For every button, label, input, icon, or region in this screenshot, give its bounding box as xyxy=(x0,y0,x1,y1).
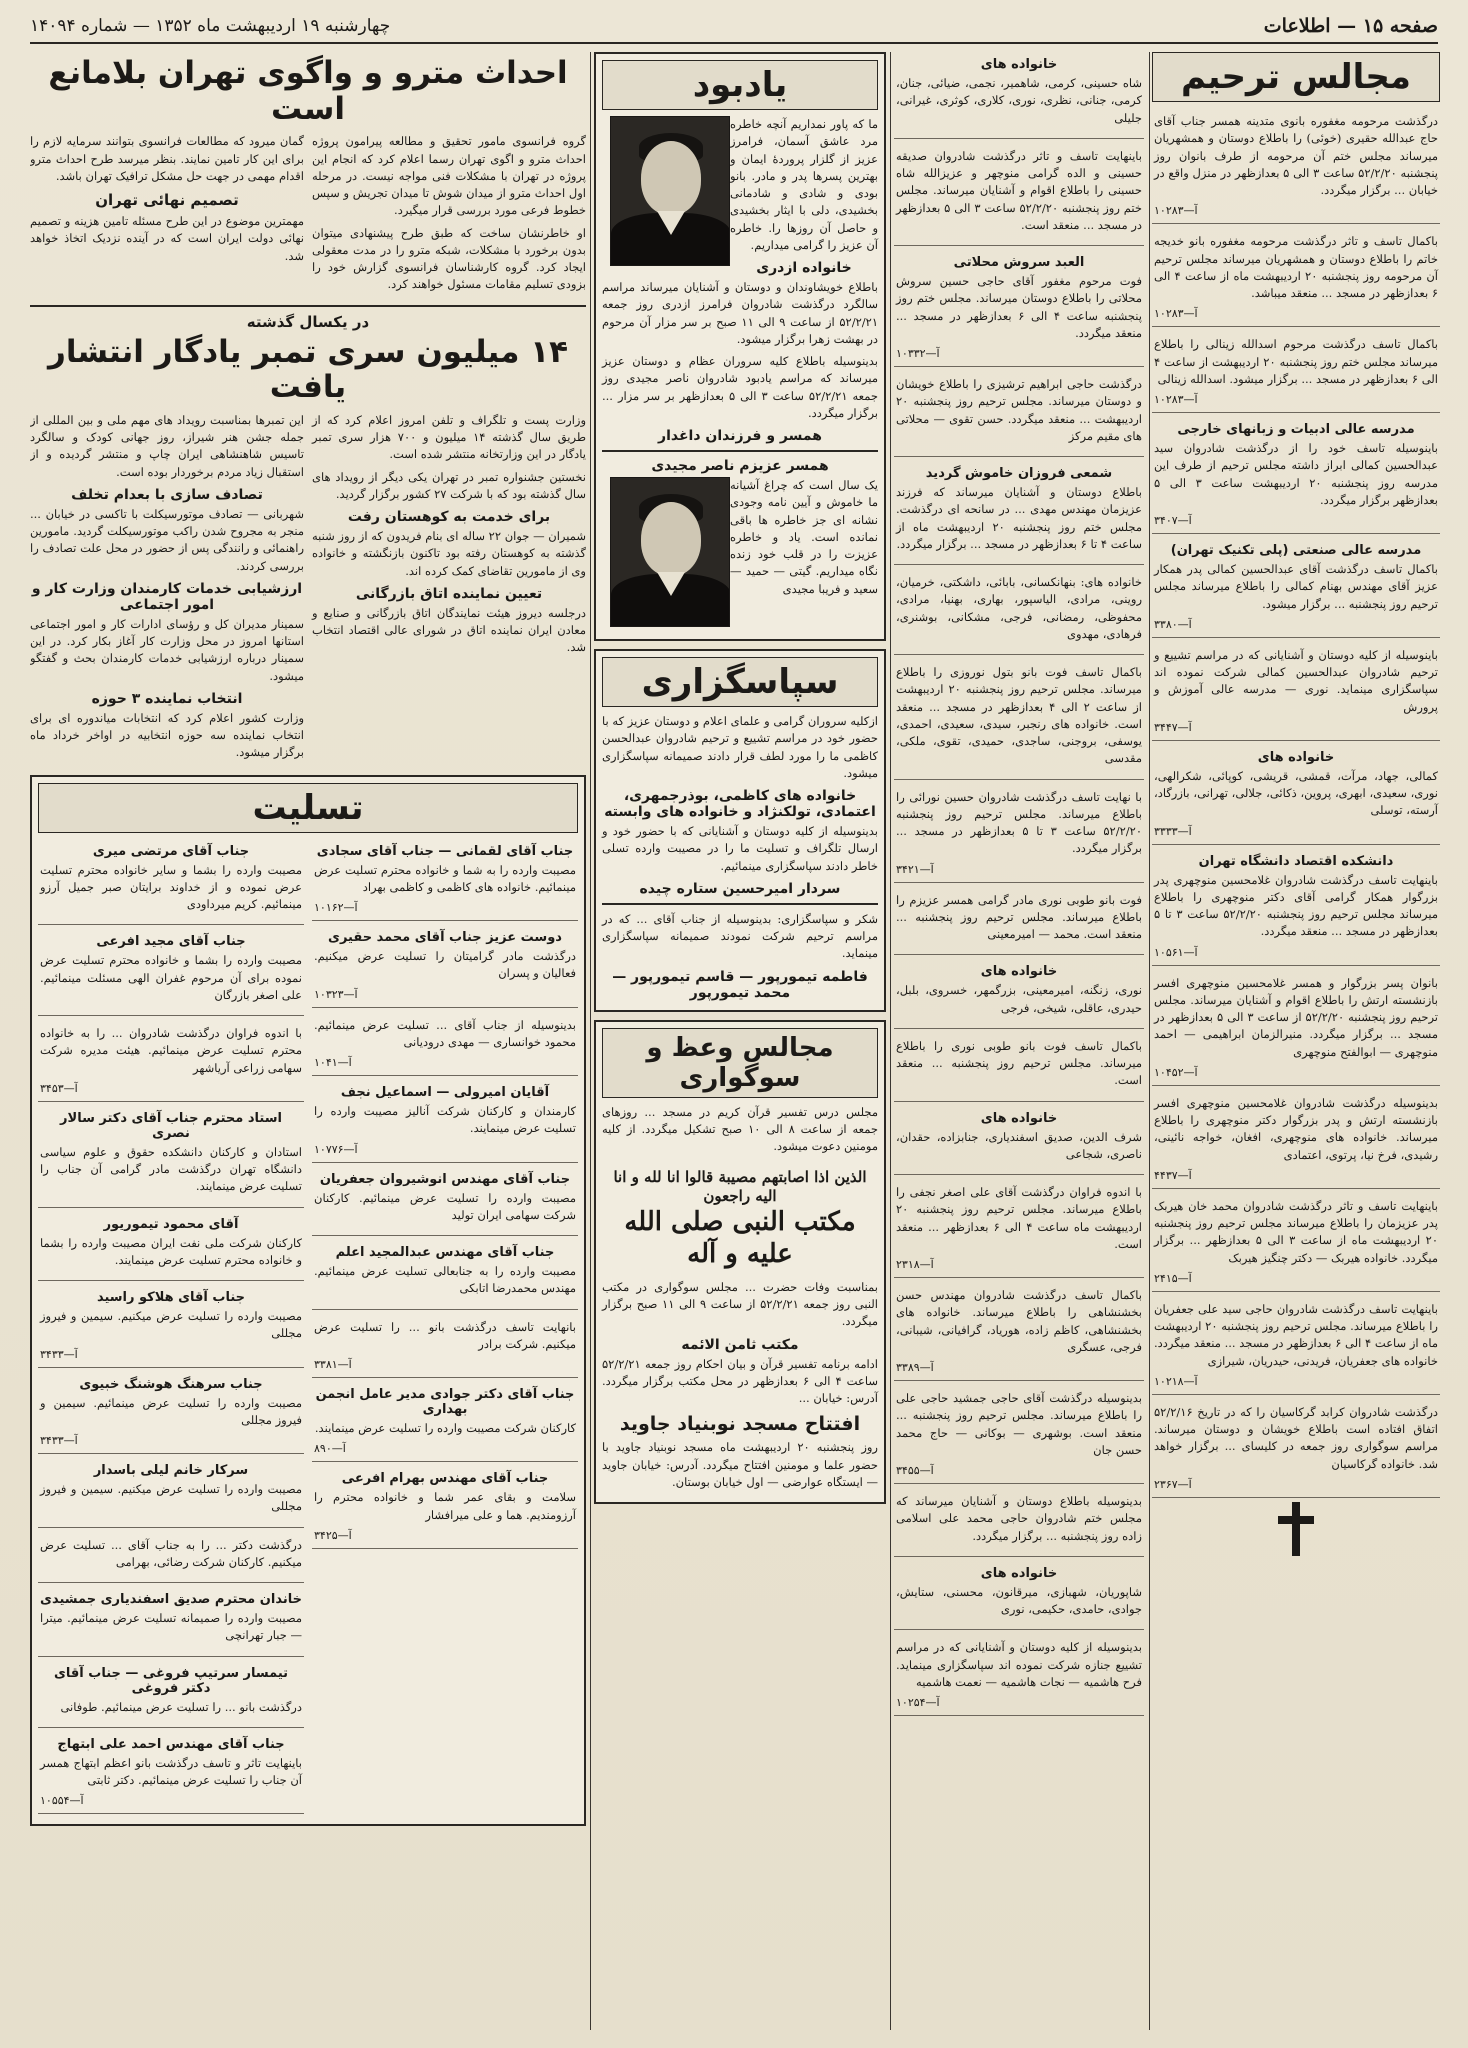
tasliyat-box xyxy=(30,775,586,1827)
notice-item xyxy=(38,1458,304,1528)
notice-item xyxy=(312,1466,578,1549)
notice-heading: جناب آقای مهندس عبدالمجید اعلم xyxy=(335,1245,555,1261)
notice-text: باینهایت تاثر و تاسف درگذشت بانو اعظم ابتهاج همسر آن جناب را تسلیت عرض مینمائیم. دکتر ثابتی xyxy=(40,1755,302,1788)
maktab-text: ادامه برنامه تفسیر قرآن و بیان احکام روز جمعه ۵۲/۲/۲۱ ساعت ۴ الی ۶ بعدازظهر در محل مکتب برگزار میگردد. آدرس: خیابان ... xyxy=(602,1356,878,1405)
column-rule xyxy=(1149,52,1150,2030)
notice-text: مصیبت وارده را بشما و سایر خانواده محترم تسلیت عرض نموده و از خداوند برایتان صبر جمیل آرزو مینمائیم. کریم میرداودی xyxy=(40,862,302,912)
notice-item xyxy=(1152,745,1440,845)
notice-heading: جناب آقای مرتضی میری xyxy=(92,843,250,859)
shekr-signature: فاطمه تیمورپور — قاسم تیمورپور — محمد تیمورپور xyxy=(612,968,868,1001)
notice-item xyxy=(894,461,1144,565)
article-paragraph: او خاطرنشان ساخت که طبق طرح پیشنهادی میتوان بدون برخورد با مشکلات، شبکه مترو را در مدت معقولی ایجاد کرد. گروه کارشناسان فرانسوی گزارش خود را بزودی تسلیم مقامات مسئول خواهند کرد. xyxy=(312,225,586,292)
notice-item xyxy=(312,1240,578,1310)
notice-text: باینوسیله از کلیه دوستان و آشنایانی که در مراسم تشییع و ترحیم شادروان عبدالحسین کمالی شرکت نموده اند سپاسگزاری مینماید. نوری — مدرسه عالی آموزش و پرورش xyxy=(1154,647,1438,714)
article-paragraph: گمان میرود که مطالعات فرانسوی بتوانند سرمایه لازم را برای این کار تامین نمایند. بنظر میرسد طرح احداث مترو اقدام مهمی در جهت حل مشکل ترافیک تهران باشد. xyxy=(30,134,304,183)
notice-text: کارکنان شرکت مصیبت وارده را تسلیت عرض مینمایند. xyxy=(314,1421,576,1436)
tasliyat-list xyxy=(312,839,578,1819)
notice-item xyxy=(894,52,1144,139)
notice-item xyxy=(312,1167,578,1237)
notice-item xyxy=(38,1532,304,1584)
yadbud-signature: خانواده ازدری xyxy=(756,260,852,276)
article-paragraph: درجلسه دیروز هیئت نمایندگان اتاق بازرگانی و صنایع و معادن ایران نماینده اتاق در شورای عالی اقتصاد انتخاب شد. xyxy=(312,605,586,655)
notice-item xyxy=(1152,417,1440,534)
column-tarhim xyxy=(1152,52,1440,2030)
notice-item xyxy=(312,1382,578,1462)
yadbud-text: بدینوسیله باطلاع کلیه سروران عظام و دوستان عزیز میرساند که مراسم یادبود شادروان ناصر مجیدی روز جمعه ۵۲/۲/۲۱ ساعت ۳ الی ۵ بعدازظهر بر سر مزار ... برگزار میگردد. xyxy=(602,354,878,420)
portrait-photo xyxy=(610,116,730,266)
notice-item xyxy=(894,1282,1144,1381)
notice-heading: دانشکده اقتصاد دانشگاه تهران xyxy=(1198,853,1394,869)
notice-text: درگذشت مادر گرامیتان را تسلیت عرض میکنیم. فعالیان و پسران xyxy=(314,949,576,981)
notice-text: درگذشت بانو ... را تسلیت عرض مینمائیم. طوفانی xyxy=(60,1699,302,1714)
notice-heading: جناب آقای هلاکو راسید xyxy=(96,1290,246,1306)
notice-code: آ—۳۴۲۵ xyxy=(314,1528,352,1542)
notice-code: آ—۱۰۴۱ xyxy=(314,1056,352,1070)
notice-text: بانهایت تاسف درگذشت بانو ... را تسلیت عرض میکنیم. شرکت برادر xyxy=(314,1319,576,1351)
notice-item xyxy=(1152,538,1440,638)
notice-text: بدینوسیله از جناب آقای ... تسلیت عرض مینمائیم. محمود خوانساری — مهدی درودیانی xyxy=(314,1017,576,1049)
section-title-yadbud: یادبود xyxy=(602,60,878,110)
notice-heading: آقای محمود تیموریور xyxy=(103,1216,239,1232)
notice-heading: جناب آقای دکتر جوادی مدیر عامل انجمن بهداری xyxy=(315,1387,575,1418)
notice-heading: تیمسار سرتیپ فروغی — جناب آقای دکتر فروغی xyxy=(53,1665,289,1696)
notice-text: بدینوسیله درگذشت آقای حاجی جمشید حاجی علی را باطلاع میرساند. مجلس ترحیم روز پنجشنبه ... منعقد است. بوشهری — بوکانی — حاج محمد حسن جان xyxy=(896,1391,1142,1457)
cross-icon xyxy=(1276,1502,1316,1556)
column-rule xyxy=(890,52,891,2030)
notice-text: مصیبت وارده را تسلیت عرض میکنیم. سیمین و فیروز مجللی xyxy=(40,1309,302,1341)
notice-item xyxy=(38,1020,304,1102)
notice-text: باینهایت تاسف و تاثر درگذشت شادروان محمد خان هیربک پدر عزیزمان را باطلاع میرساند مجلس ترحیم روز پنجشنبه ۲۰ اردیبهشت ماه از ساعت ۳ الی ۵ بعدازظهر ... برگزار میگردد. خانواده هیربک — دکتر چنگیز هیربک xyxy=(1154,1198,1438,1265)
notice-text: درگذشت شادروان کرابد گرکاسیان را که در تاریخ ۵۲/۲/۱۶ اتفاق افتاده است باطلاع خویشان و دوستان میرساند. مراسم سوگواری روز جمعه در کلیسای ... برگزار خواهد شد. خانواده گرکاسیان xyxy=(1154,1404,1438,1471)
notice-code: آ—۴۴۳۷ xyxy=(1154,1168,1192,1182)
notice-item xyxy=(894,1488,1144,1557)
notice-heading: آقایان امیرولی — اسماعیل نجف xyxy=(340,1085,550,1101)
notice-text: شاه حسینی، کرمی، شاهمیر، نجمی، ضیائی، جنان، کرمی، جنانی، نظری، نوری، کلاری، کوثری، غیرانی، جلیلی xyxy=(896,76,1142,125)
notice-text: مصیبت وارده را تسلیت عرض مینمائیم. کارکنان شرکت سهامی ایران تولید xyxy=(314,1190,576,1222)
notice-item xyxy=(894,1634,1144,1716)
article-head: برای خدمت به کوهستان رفت xyxy=(347,509,551,526)
headline-kicker: در یکسال گذشته xyxy=(246,312,370,331)
notice-text: فوت بانو طوبی نوری مادر گرامی همسر عزیزم را باطلاع میرساند. مجلس ترحیم روز پنجشنبه ... منعقد است. محمد — امیرمعینی xyxy=(896,892,1142,941)
notice-heading: خانواده های xyxy=(980,57,1058,72)
article-paragraph: این تمبرها بمناسبت رویداد های مهم ملی و بین المللی از جمله جشن هنر شیراز، روز جهانی کودک و سالگرد تاسیس شاهنشاهی ایران چاپ و منتشر گردیده و از استقبال زیاد مردم برخوردار بوده است. xyxy=(30,412,304,479)
notice-text: باینهایت تاسف و تاثر درگذشت شادروان صدیقه حسینی و الده گرامی منوچهر و عزیزالله شاه حسینی را باطلاع اقوام و آشنایان میرساند. مجلس ختم روز پنجشنبه ۵۲/۲/۲۰ ساعت ۳ الی ۵ بعدازظهر در مسجد ... منعقد است. xyxy=(896,148,1142,232)
date-issue-line: چهارشنبه ۱۹ اردیبهشت ماه ۱۳۵۲ — شماره ۱۴۰۹۴ xyxy=(30,16,391,36)
maktab-heading: مکتب ثامن الائمه xyxy=(681,1336,799,1353)
notice-heading: مدرسه عالی صنعتی (پلی تکنیک تهران) xyxy=(1170,543,1422,558)
article-paragraph: نخستین جشنواره تمبر در تهران یکی دیگر از رویداد های سال گذشته بود که با شرکت ۲۷ کشور برگزار گردید. xyxy=(312,469,586,501)
notice-item xyxy=(312,1012,578,1077)
notice-heading: شمعی فروزان خاموش گردید xyxy=(925,466,1113,481)
article-paragraph: شهربانی — تصادف موتورسیکلت با تاکسی در خیابان ... منجر به مجروح شدن راکب موتورسیکلت گردید. مامورین راهنمائی و رانندگی پس از حضور در محل علت تصادف را بررسی کردند. xyxy=(30,506,304,573)
shekr-text: شکر و سپاسگزاری: بدینوسیله از جناب آقای ... که در مراسم ترحیم شرکت نمودند صمیمانه سپاسگزاری مینماید. xyxy=(602,911,878,961)
notice-text: مصیبت وارده را تسلیت عرض مینمائیم. سیمین و فیروز مجللی xyxy=(40,1395,302,1427)
article-head: تعیین نماینده اتاق بازرگانی xyxy=(355,585,543,602)
article-head: انتخاب نماینده ۳ حوزه xyxy=(91,690,243,707)
notice-item xyxy=(894,143,1144,246)
sepas-box xyxy=(594,649,886,1012)
notice-item xyxy=(38,1587,304,1657)
notice-heading: استاد محترم جناب آقای دکتر سالار نصری xyxy=(60,1110,282,1141)
notice-item xyxy=(1152,1090,1440,1189)
notice-text: درگذشت مرحومه مغفوره بانوی متدینه همسر جناب آقای حاج عبدالله حقیری (خوئی) را باطلاع دوستان و همشهریان میرساند مجلس ختم آن مرحومه از طرف بانوان روز پنجشنبه ۵۲/۲/۲۰ ساعت ۳ الی ۵ بعدازظهر در منزل واقع در خیابان ... برگزار میگردد. xyxy=(1154,114,1438,197)
notice-item xyxy=(312,839,578,922)
notice-text: کارمندان و کارکنان شرکت آنالیز مصیبت وارده را تسلیت عرض مینمایند. xyxy=(314,1104,576,1136)
notice-heading: جناب سرهنگ هوشنگ خبیوی xyxy=(79,1376,263,1392)
article-paragraph: وزارت پست و تلگراف و تلفن امروز اعلام کرد که از طریق سال گذشته ۱۴ میلیون و ۷۰۰ هزار سری تمبر یادگار در این وزارتخانه منتشر شده است. xyxy=(312,412,586,462)
notice-code: آ—۳۴۵۳ xyxy=(40,1081,78,1095)
notice-item xyxy=(894,1561,1144,1631)
notice-code: آ—۳۳۸۹ xyxy=(896,1361,934,1374)
notice-code: آ—۱۰۵۶۱ xyxy=(1154,945,1198,959)
notice-text: باینوسیله تاسف خود را از درگذشت شادروان سید عبدالحسین کمالی ابراز داشته مجلس ترحیم از طرف این مدرسه روز پنجشنبه ۲۰ اردیبهشت ساعت ۳ الی ۵ بعدازظهر برگزار میگردد. xyxy=(1154,441,1438,507)
notice-item xyxy=(312,1314,578,1379)
notice-code: آ—۱۰۲۵۴ xyxy=(896,1696,940,1709)
calligraphy-title: مکتب النبی صلی الله علیه و آله xyxy=(624,1206,856,1270)
yadbud-text: باطلاع خویشاوندان و دوستان و آشنایان میرساند مراسم سالگرد درگذشت شادروان فرامرز ازدری روز جمعه ۵۲/۲/۲۱ از ساعت ۹ الی ۱۱ صبح بر سر مزار آن مرحوم در بهشت زهرا برگزار میشود. xyxy=(602,280,878,346)
section-title-vaz: مجالس وعظ و سوگواری xyxy=(602,1028,878,1098)
notice-heading: خاندان محترم صدیق اسفندیاری جمشیدی xyxy=(40,1592,302,1608)
notice-item xyxy=(894,659,1144,780)
notice-text: درگذشت دکتر ... را به جناب آقای ... تسلیت عرض میکنیم. کارکنان شرکت رضائی، بهرامی xyxy=(40,1537,302,1569)
notice-code: آ—۳۳۸۱ xyxy=(314,1358,352,1372)
notice-item xyxy=(1152,331,1440,413)
sepas-text: ازکلیه سروران گرامی و علمای اعلام و دوستان عزیز که با حضور خود در مراسم تشییع و ترحیم شادروان عبدالحسن کاظمی ما را مورد لطف قرار دادند صمیمانه سپاسگزاری میشود. xyxy=(602,714,878,780)
notice-text: بدینوسیله درگذشت شادروان غلامحسین منوچهری افسر بازنشسته ارتش و پدر بزرگوار دکتر منوچهری را باطلاع میرساند. خانواده های منوچهری، افغان، خواجه نائینی، رشیدی، فرخ نیا، پرتوی، اعتمادی xyxy=(1154,1095,1438,1162)
notice-item xyxy=(38,1106,304,1208)
notice-item xyxy=(894,1106,1144,1176)
notice-text: خانواده های: بنهانکسانی، بابائی، داشکتی، خرمیان، روینی، مرادی، الیاسپور، بهاری، بهنیا، مرادی، محفوظی، رمضانی، فرجی، مشکانی، بوشنری، فرهادی، مهدوی xyxy=(896,575,1142,641)
notice-item xyxy=(1152,1399,1440,1498)
notice-item xyxy=(894,887,1144,956)
running-head xyxy=(30,14,1438,44)
notice-code: آ—۳۴۰۷ xyxy=(1154,514,1192,527)
notice-item xyxy=(38,1212,304,1282)
notice-code: آ—۱۰۷۷۶ xyxy=(314,1142,358,1156)
notice-heading: جناب آقای لقمانی — جناب آقای سجادی xyxy=(316,843,574,859)
notice-item xyxy=(312,1080,578,1163)
notice-code: آ—۸۹۰ xyxy=(314,1442,346,1456)
notice-heading: خانواده های xyxy=(1257,749,1335,765)
notice-item xyxy=(894,1179,1144,1278)
notice-item xyxy=(894,569,1144,655)
notice-item xyxy=(1152,1193,1440,1292)
notice-text: مصیبت وارده را بشما و خانواده محترم تسلیت عرض نموده برای آن مرحوم غفران الهی مسئلت مینمائیم. علی اصغر بازرگان xyxy=(40,953,302,1002)
notice-code: آ—۳۳۸۰ xyxy=(1154,617,1192,631)
yadbud-text: یک سال است که چراغ آشیانه ما خاموش و آیین نامه وجودی نشانه ای جز خاطره ها باقی نمانده است. یاد و خاطره عزیزت را در قلب خود زنده نگاه میداریم. گیتی — حمید — سعید و فریبا مجیدی xyxy=(730,478,878,596)
notice-item xyxy=(1152,849,1440,966)
notice-text: بدینوسیله باطلاع دوستان و آشنایان میرساند که مجلس ختم شادروان حاجی محمد علی اسلامی زاده روز پنجشنبه ... برگزار میگردد. xyxy=(896,1494,1142,1543)
notice-text: درگذشت حاجی ابراهیم ترشیزی را باطلاع خویشان و دوستان میرساند. مجلس ترحیم روز پنجشنبه ۲۰ اردیبهشت ... منعقد میگردد. حسن تقوی — محلاتی های مقیم مرکز xyxy=(896,377,1142,443)
vaz-text: مجلس درس تفسیر قرآن کریم در مسجد ... روزهای جمعه از ساعت ۸ الی ۱۰ صبح تشکیل میگردد. از کلیه مومنین دعوت میشود. xyxy=(602,1104,878,1153)
notice-heading: جناب آقای مهندس انوشیروان جعفریان xyxy=(319,1171,571,1187)
calligraphy-header xyxy=(602,1160,878,1279)
tarhim-notices xyxy=(1152,108,1440,1498)
notice-code: آ—۱۰۲۸۳ xyxy=(1154,204,1198,218)
notice-code: آ—۱۰۴۵۲ xyxy=(1154,1065,1198,1079)
notice-text: مصیبت وارده را به شما و خانواده محترم تسلیت عرض مینمائیم. خانواده های کاظمی و کاظمی بهراد xyxy=(314,862,576,894)
notice-text: باکمال تاسف درگذشت آقای عبدالحسین کمالی پدر همکار عزیز آقای مهندس بهنام کمالی را باطلاع میرساند مجلس ترحیم روز پنجشنبه ... برگزار میشود. xyxy=(1154,562,1438,611)
page-label: صفحه ۱۵ — اطلاعات xyxy=(1263,15,1438,37)
notice-heading: جناب آقای مهندس احمد علی ابتهاج xyxy=(57,1736,285,1752)
notice-code: آ—۲۴۱۵ xyxy=(1154,1271,1192,1285)
notice-code: آ—۱۰۱۶۲ xyxy=(314,901,358,915)
article-head: تصادف سازی با بعدام تخلف xyxy=(71,486,263,503)
notice-text: باکمال تاسف فوت بانو بتول نوروزی را باطلاع میرساند. مجلس ترحیم روز پنجشنبه ۲۰ اردیبهشت از ساعت ۲ الی ۴ بعدازظهر در مسجد ... منعقد است. خانواده های رنجبر، سیدی، سعیدی، احمدی، یوسفی، بروجنی، ساجدی، حمیدی، تقوی، ملکی، مقدسی xyxy=(896,665,1142,766)
notice-text: بانوان پسر بزرگوار و همسر غلامحسین منوچهری افسر بازنشسته ارتش را باطلاع اقوام و آشنایان میرساند. مجلس ترحیم روز پنجشنبه ۵۲/۲/۲۰ از ساعت ۳ الی ۵ بعدازظهر در مسجد ... برگزار میگردد. منیرالزمان ابراهیمی — احمد منوچهری — ابوالفتح منوچهری xyxy=(1154,975,1438,1059)
notice-text: نوری، زنگنه، امیرمعینی، بزرگمهر، خسروی، بلبل، حیدری، عاقلی، شیخی، فرجی xyxy=(896,983,1142,1015)
masjed-text: روز پنجشنبه ۲۰ اردیبهشت ماه مسجد نوبنیاد جاوید با حضور علما و مومنین افتتاح میگردد. آدرس: خیابان جاوید — ایستگاه عوارضی — اول خیابان بوستان. xyxy=(602,1440,878,1489)
notice-heading: مدرسه عالی ادبیات و زبانهای خارجی xyxy=(1177,422,1415,437)
article-paragraph: گروه فرانسوی مامور تحقیق و مطالعه پیرامون پروژه احداث مترو و اگوی تهران رسما اعلام کرد که انجام این پروژه در تهران با مشکلات فنی مواجه نیست. در مرحله اول احداث مترو از میدان شوش تا میدان تجریش و سپس خطوط فرعی مورد بررسی قرار میگیرد. xyxy=(312,134,586,218)
notice-text: کمالی، جهاد، مرآت، قمشی، قریشی، کوپائی، شکرالهی، نوری، سعیدی، ابهری، پروین، ذکائی، جلالی، تهرانی، بازرگاد، آرسته، توسلی xyxy=(1154,768,1438,818)
notice-code: آ—۲۳۱۸ xyxy=(896,1258,934,1271)
notice-text: با اندوه فراوان درگذشت آقای علی اصغر نجفی را باطلاع میرساند. مجلس ترحیم روز پنجشنبه ۲۰ اردیبهشت ماه ساعت ۴ الی ۶ بعدازظهر ... منعقد است. xyxy=(896,1185,1142,1251)
notice-code: آ—۳۳۳۳ xyxy=(1154,824,1192,838)
notice-code: آ—۱۰۲۸۳ xyxy=(1154,307,1198,321)
portrait-photo xyxy=(610,477,730,627)
notices-list xyxy=(894,52,1144,1716)
column-rule xyxy=(590,52,591,2030)
column-notices xyxy=(894,52,1144,2030)
notice-code: آ—۳۴۵۵ xyxy=(896,1464,934,1477)
notice-text: سلامت و بقای عمر شما و خانواده محترم را آرزومندیم. هما و علی میرافشار xyxy=(314,1490,576,1522)
notice-code: آ—۳۴۲۱ xyxy=(896,862,934,876)
yadbud-box xyxy=(594,52,886,641)
headline-metro: احداث مترو و واگوی تهران بلامانع است xyxy=(48,55,568,127)
notice-text: استادان و کارکنان دانشکده حقوق و علوم سیاسی دانشگاه تهران درگذشت مادر گرامی آن جناب را تسلیت عرض مینمایند. xyxy=(40,1144,302,1194)
article-metro xyxy=(30,133,586,298)
notice-code: آ—۳۴۳۳ xyxy=(40,1347,78,1361)
notice-code: آ—۱۰۳۲۳ xyxy=(314,987,358,1001)
notice-item xyxy=(38,1732,304,1815)
notice-heading: العبد سروش محلاتی xyxy=(953,255,1085,270)
notice-code: آ—۱۰۲۱۸ xyxy=(1154,1374,1198,1388)
article-paragraph: سمینار مدیران کل و رؤسای ادارات کار و امور اجتماعی استانها امروز در محل وزارت کار آغاز بکار کرد. در این سمینار درباره ارزشیابی خدمات کارمندان بحث و گفتگو میشود. xyxy=(30,616,304,683)
notice-item xyxy=(894,784,1144,883)
notice-text: باکمال تاسف و تاثر درگذشت مرحومه مغفوره بانو خدیجه خاتم را باطلاع دوستان و همشهریان میرساند مجلس ترحیم آن مرحومه روز پنجشنبه ۲۰ اردیبهشت ماه از ساعت ۴ الی ۶ بعدازظهر در مسجد ... منعقد میباشد. xyxy=(1154,234,1438,300)
notice-heading: جناب آقای مجید افرعی xyxy=(96,934,246,950)
photo-caption: همسر عزیزم ناصر مجیدی xyxy=(651,458,829,474)
notice-code: آ—۱۰۳۳۲ xyxy=(896,347,940,360)
notice-item xyxy=(1152,1296,1440,1395)
notice-item xyxy=(894,1033,1144,1102)
notice-code: آ—۱۰۵۵۴ xyxy=(40,1794,84,1808)
notice-item xyxy=(38,839,304,926)
notice-text: باکمال تاسف درگذشت شادروان مهندس حسن بخشنشاهی را باطلاع میرساند. خانواده های بخشنشاهی، کاظم زاده، هوریاد، گرافیانی، شیبانی، فرجی، عسگری xyxy=(896,1288,1142,1354)
notice-code: آ—۳۴۴۷ xyxy=(1154,720,1192,734)
sepas-text: بدینوسیله از کلیه دوستان و آشنایانی که با حضور خود و ارسال تلگراف و تسلیت ما را در مصیبت وارده تسلی خاطر دادند سپاسگزاری مینمائیم. xyxy=(602,824,878,873)
masjed-heading: افتتاح مسجد نوبنیاد جاوید xyxy=(619,1413,861,1436)
notice-text: باینهایت تاسف درگذشت شادروان حاجی سید علی جعفریان را باطلاع میرساند. مجلس ترحیم روز پنجشنبه ۲۰ اردیبهشت ماه از ساعت ۴ الی ۶ بعدازظهر در مسجد ... منعقد میگردد. خانواده های جعفریان، فریدنی، حیدریان، شیرازی xyxy=(1154,1301,1438,1368)
notice-text: باکمال تاسف فوت بانو طوبی نوری را باطلاع میرساند. مجلس ترحیم روز پنجشنبه ... منعقد است. xyxy=(896,1038,1142,1088)
notice-heading: خانواده های xyxy=(980,1565,1058,1581)
notice-text: باطلاع دوستان و آشنایان میرساند که فرزند عزیزمان مهندس مهدی ... در سانحه ای درگذشت. مجلس ختم روز پنجشنبه ۲۰ اردیبهشت ماه از ساعت ۴ تا ۶ بعدازظهر در مسجد ... برگزار میگردد. xyxy=(896,485,1143,551)
notice-item xyxy=(894,1385,1144,1484)
notice-item xyxy=(312,925,578,1008)
notice-item xyxy=(894,959,1144,1029)
notice-heading: خانواده های xyxy=(980,964,1058,980)
notice-heading: جناب آقای مهندس بهرام افرعی xyxy=(341,1471,549,1487)
notice-item xyxy=(38,1372,304,1455)
notice-text: با اندوه فراوان درگذشت شادروان ... را به خانواده محترم تسلیت عرض مینمائیم. هیئت مدیره شرکت سهامی زراعی آریاشهر xyxy=(40,1026,302,1075)
notice-heading: دوست عزیز جناب آقای محمد حقیری xyxy=(328,930,562,946)
maktab-text: بمناسبت وفات حضرت ... مجلس سوگواری در مکتب النبی روز جمعه ۵۲/۲/۲۱ از ساعت ۹ الی ۱۱ صبح برگزار میگردد. xyxy=(602,1279,879,1329)
sepas-signature: سردار امیرحسین ستاره چیده xyxy=(639,880,841,897)
calligraphy-verse: الذین اذا اصابتهم مصیبة قالوا انا لله و انا الیه راجعون xyxy=(613,1168,867,1205)
notice-item xyxy=(1152,228,1440,327)
notice-item xyxy=(1152,970,1440,1086)
article-paragraph: وزارت کشور اعلام کرد که انتخابات میاندوره ای برای انتخاب نماینده سه حوزه انتخابیه در اواخر خرداد ماه برگزار میشود. xyxy=(30,710,304,760)
article-stamps xyxy=(30,412,586,767)
notice-text: باکمال تاسف درگذشت مرحوم اسدالله زینالی را باطلاع میرساند مجلس ختم روز پنجشنبه ۲۰ اردیبهشت از ساعت ۴ الی ۶ بعدازظهر در مسجد ... برگزار میشود. اسدالله زینالی xyxy=(1154,337,1438,386)
notice-item xyxy=(894,371,1144,457)
notice-heading: سرکار خانم لیلی باسدار xyxy=(93,1463,249,1479)
article-paragraph: شمیران — جوان ۲۲ ساله ای بنام فریدون که از روز شنبه گذشته به کوهستان رفته بود تاکنون بازنگشته و خانواده وی از مامورین تقاضای کمک کرده اند. xyxy=(312,529,586,578)
article-subhead: تصمیم نهائی تهران xyxy=(95,191,239,210)
notice-text: فوت مرحوم مغفور آقای حاجی حسین سروش محلاتی را باطلاع دوستان میرساند. مجلس ختم روز پنجشنبه ساعت ۴ الی ۶ بعدازظهر در مسجد ... منعقد میگردد. xyxy=(896,274,1142,340)
article-head: ارزشیابی خدمات کارمندان وزارت کار و امور اجتماعی xyxy=(31,580,303,613)
sepas-signature: خانواده های کاظمی، بوذرجمهری، اعتمادی، تولکنژاد و خانواده های وابسته xyxy=(604,788,876,820)
yadbud-poem: ما که پاور نمداریم آنچه خاطره مرد عاشق آسمان، فرامرز عزیز از گلزار پروردهٔ ایمان و بهترین پسرها پدر و مادر. بانو بودی و شادی و شادمانی بخشیدی، دلی با ایثار بخشیدی و حاصل آن روزها را. خاطره آن عزیز را گرامی میداریم. xyxy=(730,117,878,252)
notice-text: با نهایت تاسف درگذشت شادروان حسین نورائی را باطلاع میرساند. مجلس ترحیم روز پنجشنبه ۵۲/۲/۲۰ ساعت ۳ تا ۵ بعدازظهر در مسجد ... برگزار میگردد. xyxy=(896,789,1142,856)
section-title-tasliyat: تسلیت xyxy=(38,783,578,833)
notice-item xyxy=(38,929,304,1016)
notice-code: آ—۱۰۲۸۳ xyxy=(1154,393,1198,406)
section-title-tarhim: مجالس ترحیم xyxy=(1152,52,1440,102)
notice-item xyxy=(38,1661,304,1728)
notice-text: مصیبت وارده را تسلیت عرض میکنیم. سیمین و فیروز مجللی xyxy=(40,1482,302,1514)
notice-code: آ—۳۴۳۳ xyxy=(40,1434,78,1448)
notice-code: آ—۲۳۶۷ xyxy=(1154,1477,1192,1491)
notice-text: بدینوسیله از کلیه دوستان و آشنایانی که در مراسم تشییع جنازه شرکت نموده اند سپاسگزاری مینماید. فرح هاشمیه — نجات هاشمیه — نعمت هاشمیه xyxy=(896,1640,1142,1689)
notice-text: کارکنان شرکت ملی نفت ایران مصیبت وارده را بشما و خانواده محترم تسلیت عرض مینمایند. xyxy=(40,1235,302,1267)
column-yadbud xyxy=(594,52,886,2030)
notice-item xyxy=(38,1285,304,1368)
notice-item xyxy=(1152,642,1440,741)
column-news xyxy=(30,52,586,2030)
notice-text: مصیبت وارده را به جنابعالی تسلیت عرض مینمائیم. مهندس محمدرضا اتابکی xyxy=(314,1264,576,1296)
tasliyat-list xyxy=(38,839,304,1819)
notice-text: شاپوریان، شهبازی، میرقانون، محسنی، ستایش، جوادی، حامدی، حکیمی، نوری xyxy=(896,1584,1142,1616)
notice-item xyxy=(894,250,1144,367)
headline-stamps: ۱۴ میلیون سری تمبر یادگار انتشار یافت xyxy=(47,333,569,406)
notice-text: شرف الدین، صدیق اسفندیاری، جنابزاده، حقدان، ناصری، شجاعی xyxy=(896,1129,1142,1161)
article-paragraph: مهمترین موضوع در این طرح مسئله تامین هزینه و تصمیم نهائی دولت ایران است که در آینده نزدیک اتخاذ خواهد شد. xyxy=(30,214,304,263)
vaz-box xyxy=(594,1020,886,1505)
yadbud-signature: همسر و فرزندان داغدار xyxy=(658,428,822,444)
notice-heading: خانواده های xyxy=(980,1110,1058,1126)
notice-text: باینهایت تاسف درگذشت شادروان غلامحسین منوچهری پدر بزرگوار همکار گرامی آقای دکتر منوچهری را باطلاع میرساند مجلس ترحیم روز پنجشنبه ۵۲/۲/۲۰ ساعت ۳ تا ۵ بعدازظهر در مسجد ... منعقد میگردد. xyxy=(1154,872,1438,939)
section-title-sepas: سپاسگزاری xyxy=(602,657,878,707)
notice-text: مصیبت وارده را صمیمانه تسلیت عرض مینمائیم. میترا — جبار تهرانچی xyxy=(40,1611,302,1643)
notice-item xyxy=(1152,108,1440,224)
